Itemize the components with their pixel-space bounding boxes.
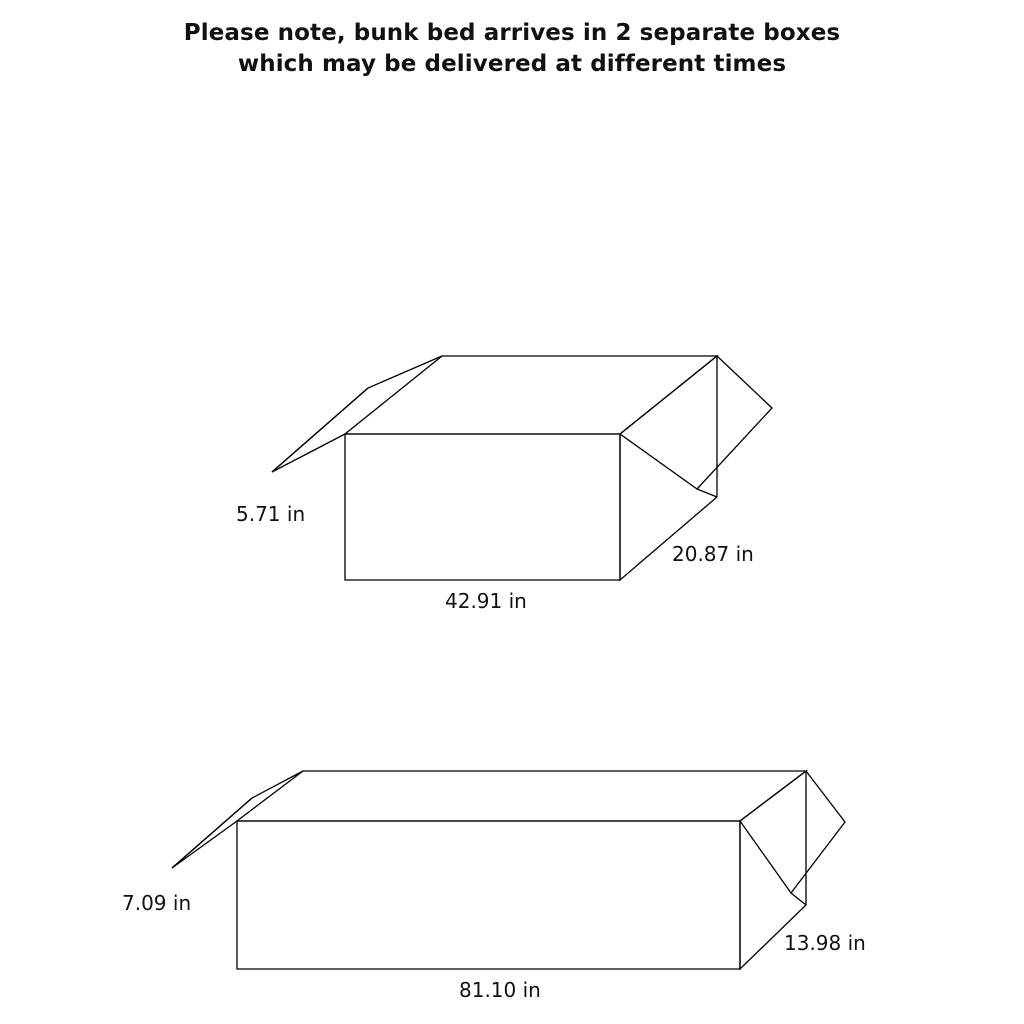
box-1-depth-label: 20.87 in <box>672 542 754 566</box>
box-1-front-face <box>345 434 620 580</box>
box-2-front-face <box>237 821 740 969</box>
box-2-height-label: 7.09 in <box>122 891 192 915</box>
shipping-note-line-2: which may be delivered at different times <box>237 51 787 77</box>
box-2-illustration <box>172 771 845 969</box>
box-2-right-flap-inner <box>791 893 806 905</box>
box-2-width-label: 81.10 in <box>459 978 541 1002</box>
box-1-height-label: 5.71 in <box>236 502 306 526</box>
box-1-top-face <box>345 356 717 434</box>
box-2-depth-label: 13.98 in <box>784 931 866 955</box>
box-2-top-face <box>237 771 806 821</box>
box-1-width-label: 42.91 in <box>445 589 527 613</box>
box-1-right-flap-inner <box>697 489 717 497</box>
box-1-left-flap-edge <box>272 388 368 472</box>
box-1-left-flap <box>272 356 442 472</box>
box-2-right-flap <box>740 771 845 893</box>
box-1-right-flap <box>620 356 772 489</box>
shipping-note-line-1: Please note, bunk bed arrives in 2 separate boxes <box>183 20 841 46</box>
box-2-left-flap-edge <box>172 798 252 868</box>
